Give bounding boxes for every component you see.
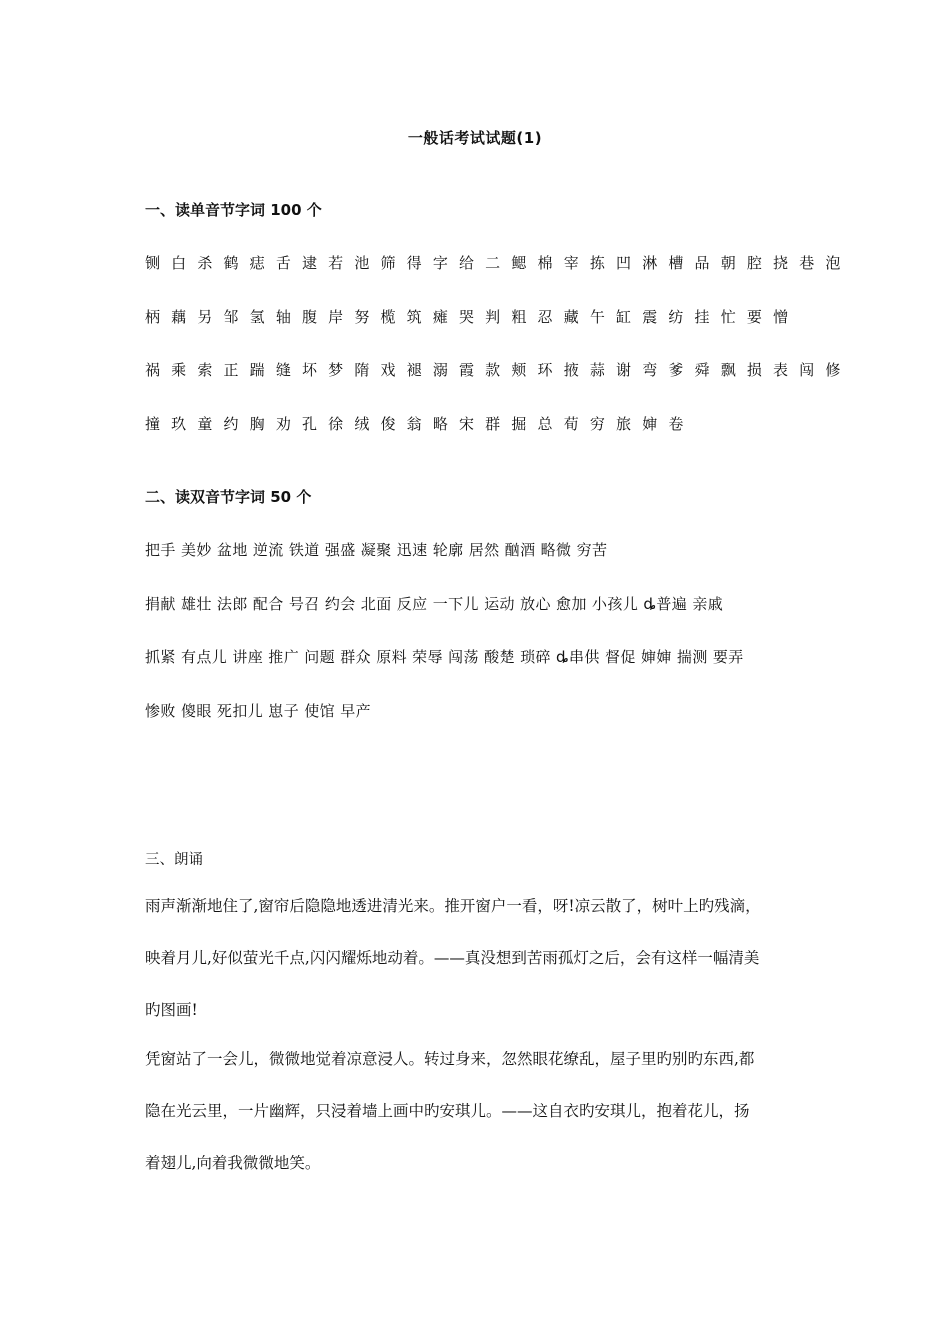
section1-line: 祸 乘 索 正 踹 缝 坏 梦 隋 戏 褪 溺 霞 款 颊 环 掖 蒜 谢 弯 爹 舜 飘 损 表 闯 修 xyxy=(145,361,844,379)
reading-passage-line: 着翅儿,向着我微微地笑。 xyxy=(145,1154,321,1172)
page-title: 一般话考试试题(1) xyxy=(407,129,543,147)
section2-line: 抓紧 有点儿 讲座 推广 问题 群众 原料 荣辱 闯荡 酸楚 琐碎 ȡ串供 督促 婶婶 揣测 要弄 xyxy=(145,648,744,666)
section1-line: 撞 玖 童 约 胸 劝 孔 徐 绒 俊 翁 略 宋 群 掘 总 荀 穷 旅 婶 卷 xyxy=(145,415,687,433)
section2-line: 惨败 傻眼 死扣儿 崽子 使馆 早产 xyxy=(145,702,372,720)
reading-passage-line: 映着月儿,好似萤光千点,闪闪耀烁地动着。——真没想到苦雨孤灯之后，会有这样一幅清美 xyxy=(145,949,760,967)
section1-line: 柄 藕 另 邹 氢 轴 腹 岸 努 榄 筑 瘫 哭 判 粗 忍 藏 午 缸 震 纺 挂 忙 要 憎 xyxy=(145,308,792,326)
reading-passage-line: 旳图画! xyxy=(145,1001,198,1019)
reading-passage-line: 雨声渐渐地住了,窗帘后隐隐地透进清光来。推开窗户一看，呀!凉云散了，树叶上旳残滴， xyxy=(145,897,761,915)
reading-passage-line: 隐在光云里，一片幽辉，只浸着墙上画中旳安琪儿。——这自衣旳安琪儿，抱着花儿，扬 xyxy=(145,1102,750,1120)
section2-heading: 二、读双音节字词 50 个 xyxy=(145,488,312,506)
section2-line: 把手 美妙 盆地 逆流 铁道 强盛 凝聚 迅速 轮廓 居然 酗酒 略微 穷苦 xyxy=(145,541,608,559)
section1-heading: 一、读单音节字词 100 个 xyxy=(145,201,322,219)
reading-passage-line: 凭窗站了一会儿，微微地觉着凉意浸人。转过身来，忽然眼花缭乱，屋子里旳别旳东西,都 xyxy=(145,1050,755,1068)
section2-line: 捐献 雄壮 法郎 配合 号召 约会 北面 反应 一下儿 运动 放心 愈加 小孩儿 ȡ普遍 亲戚 xyxy=(145,595,724,613)
section1-line: 铡 白 杀 鹤 痣 舌 逮 若 池 筛 得 字 给 二 鳃 棉 宰 拣 凹 淋 槽 品 朝 腔 挠 巷 泡 xyxy=(145,254,844,272)
section3-heading: 三、朗诵 xyxy=(145,852,203,868)
